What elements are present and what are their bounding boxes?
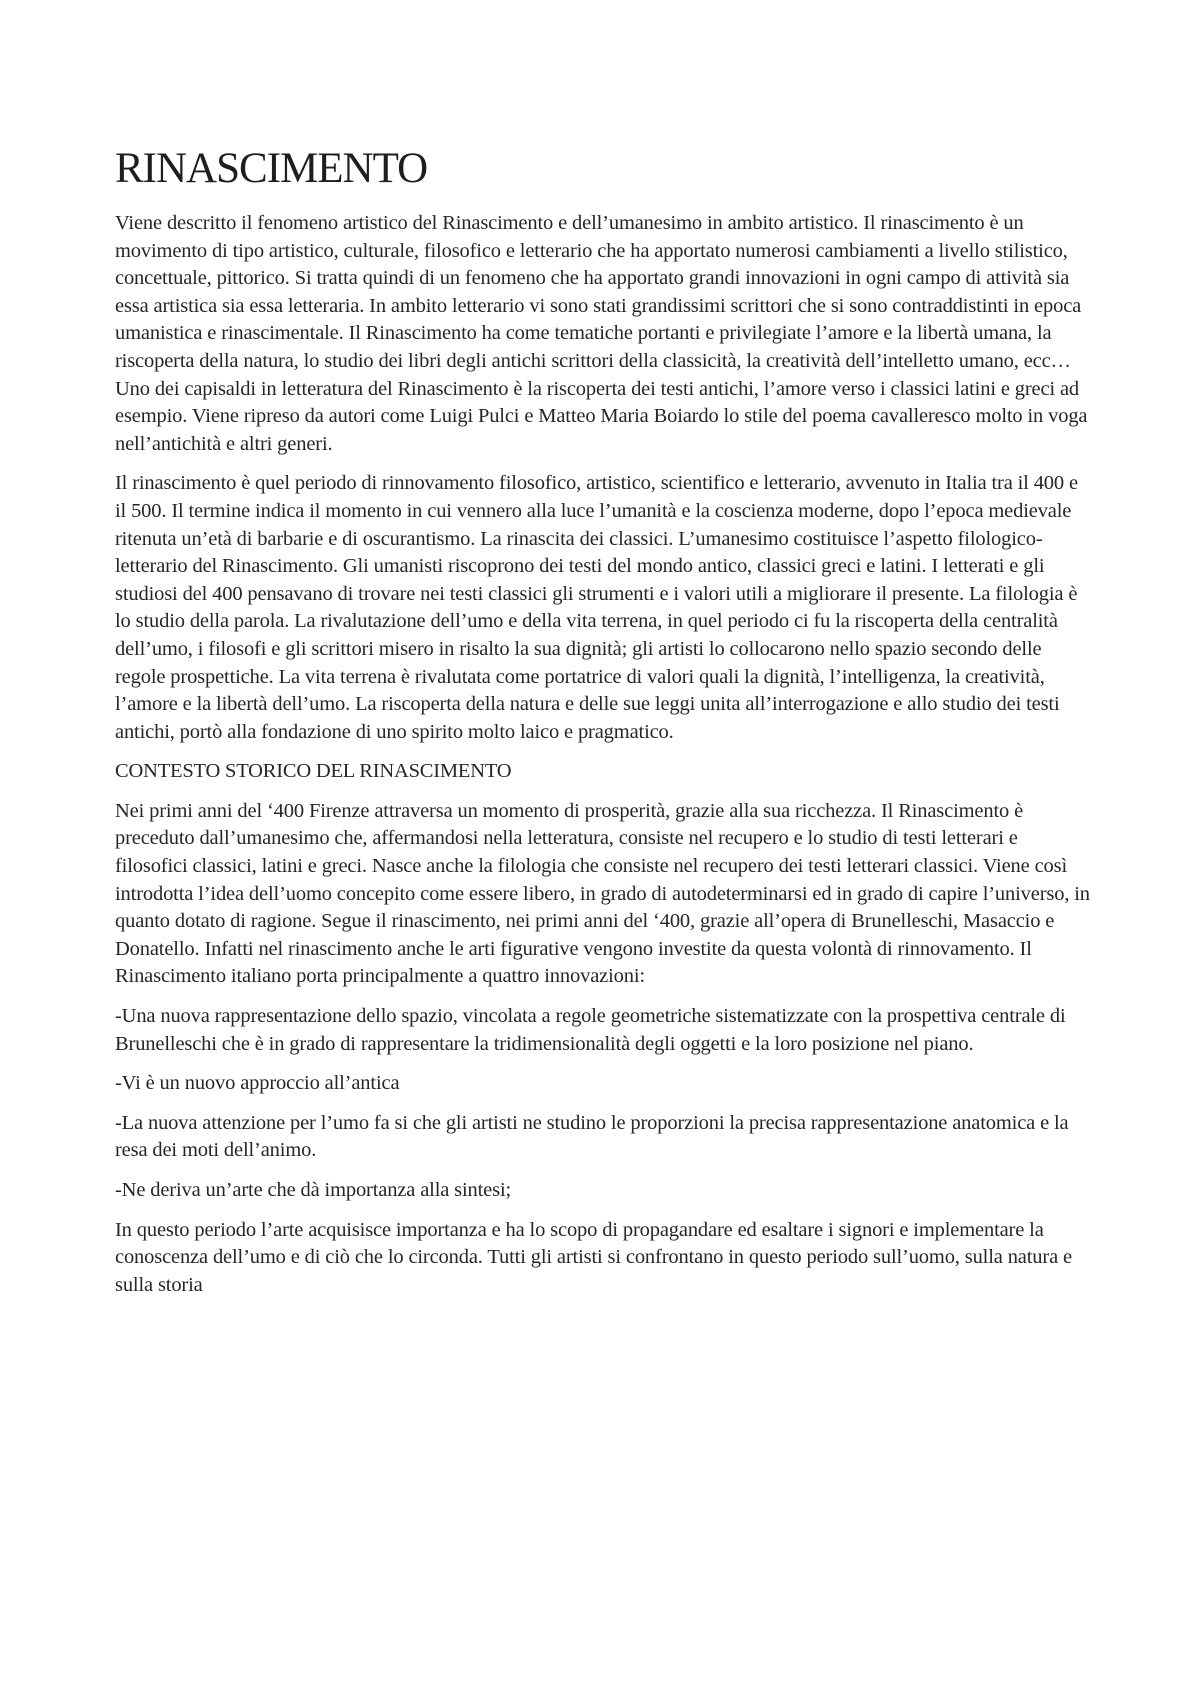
historical-context-paragraph: Nei primi anni del ‘400 Firenze attraversa un momento di prosperità, grazie alla sua ricchezza. Il Rinascimento è preceduto dall’umanesimo che, affermandosi nella letteratura, consiste nel recupero e lo studio di testi letterari e filosofici classici, latini e greci. Nasce anche la filologia che consiste nel recupero dei testi letterari classici. Viene così introdotta l’idea dell’uomo concepito come essere libero, in grado di autodeterminarsi ed in grado di capire l’universo, in quanto dotato di ragione. Segue il rinascimento, nei primi anni del ‘400, grazie all’opera di Brunelleschi, Masaccio e Donatello. Infatti nel rinascimento anche le arti figurative vengono investite da questa volontà di rinnovamento. Il Rinascimento italiano porta principalmente a quattro innovazioni: [115,799,1090,988]
document-page [115,142,1090,1311]
innovation-list-item: -Ne deriva un’arte che dà importanza alla sintesi; [115,1179,512,1201]
intro-paragraph: Viene descritto il fenomeno artistico del Rinascimento e dell’umanesimo in ambito artistico. Il rinascimento è un movimento di tipo artistico, culturale, filosofico e letterario che ha apportato numerosi cambiamenti a livello stilistico, concettuale, pittorico. Si tratta quindi di un fenomeno che ha apportato grandi innovazioni in ogni campo di attività sia essa artistica sia essa letteraria. In ambito letterario vi sono stati grandissimi scrittori che si sono contraddistinti in epoca umanistica e rinascimentale. Il Rinascimento ha come tematiche portanti e privilegiate l’amore e la libertà umana, la riscoperta della natura, lo studio dei libri degli antichi scrittori della classicità, la creatività dell’intelletto umano, ecc… Uno dei capisaldi in letteratura del Rinascimento è la riscoperta dei testi antichi, l’amore verso i classici latini e greci ad esempio. Viene ripreso da autori come Luigi Pulci e Matteo Maria Boiardo lo stile del poema cavalleresco molto in voga nell’antichità e altri generi. [115,212,1088,455]
rinascimento-definition-paragraph: Il rinascimento è quel periodo di rinnovamento filosofico, artistico, scientifico e letterario, avvenuto in Italia tra il 400 e il 500. Il termine indica il momento in cui vennero alla luce l’umanità e la coscienza moderne, dopo l’epoca medievale ritenuta un’età di barbarie e di oscurantismo. La rinascita dei classici. L’umanesimo costituisce l’aspetto filologico-letterario del Rinascimento. Gli umanisti riscoprono dei testi del mondo antico, classici greci e latini. I letterati e gli studiosi del 400 pensavano di trovare nei testi classici gli strumenti e i valori utili a migliorare il presente. La filologia è lo studio della parola. La rivalutazione dell’umo e della vita terrena, in quel periodo ci fu la riscoperta della centralità dell’umo, i filosofi e gli scrittori misero in risalto la sua dignità; gli artisti lo collocarono nello spazio secondo delle regole prospettiche. La vita terrena è rivalutata come portatrice di valori quali la dignità, l’intelligenza, la creatività, l’amore e la libertà dell’umo. La riscoperta della natura e delle sue leggi unita all’interrogazione e allo studio dei testi antichi, portò alla fondazione di uno spirito molto laico e pragmatico. [115,472,1078,743]
innovation-list-item: -Vi è un nuovo approccio all’antica [115,1072,400,1095]
section-heading: CONTESTO STORICO DEL RINASCIMENTO [115,760,512,783]
closing-paragraph: In questo periodo l’arte acquisisce importanza e ha lo scopo di propagandare ed esaltare i signori e implementare la conoscenza dell’umo e di ciò che lo circonda. Tutti gli artisti si confrontano in questo periodo sull’uomo, sulla natura e sulla storia [115,1218,1072,1296]
innovation-list-item: -La nuova attenzione per l’umo fa si che gli artisti ne studino le proporzioni la precisa rappresentazione anatomica e la resa dei moti dell’animo. [115,1111,1069,1162]
document-title: RINASCIMENTO [115,145,428,192]
innovation-list-item: -Una nuova rappresentazione dello spazio, vincolata a regole geometriche sistematizzate con la prospettiva centrale di Brunelleschi che è in grado di rappresentare la tridimensionalità degli oggetti e la loro posizione nel piano. [115,1005,1066,1055]
